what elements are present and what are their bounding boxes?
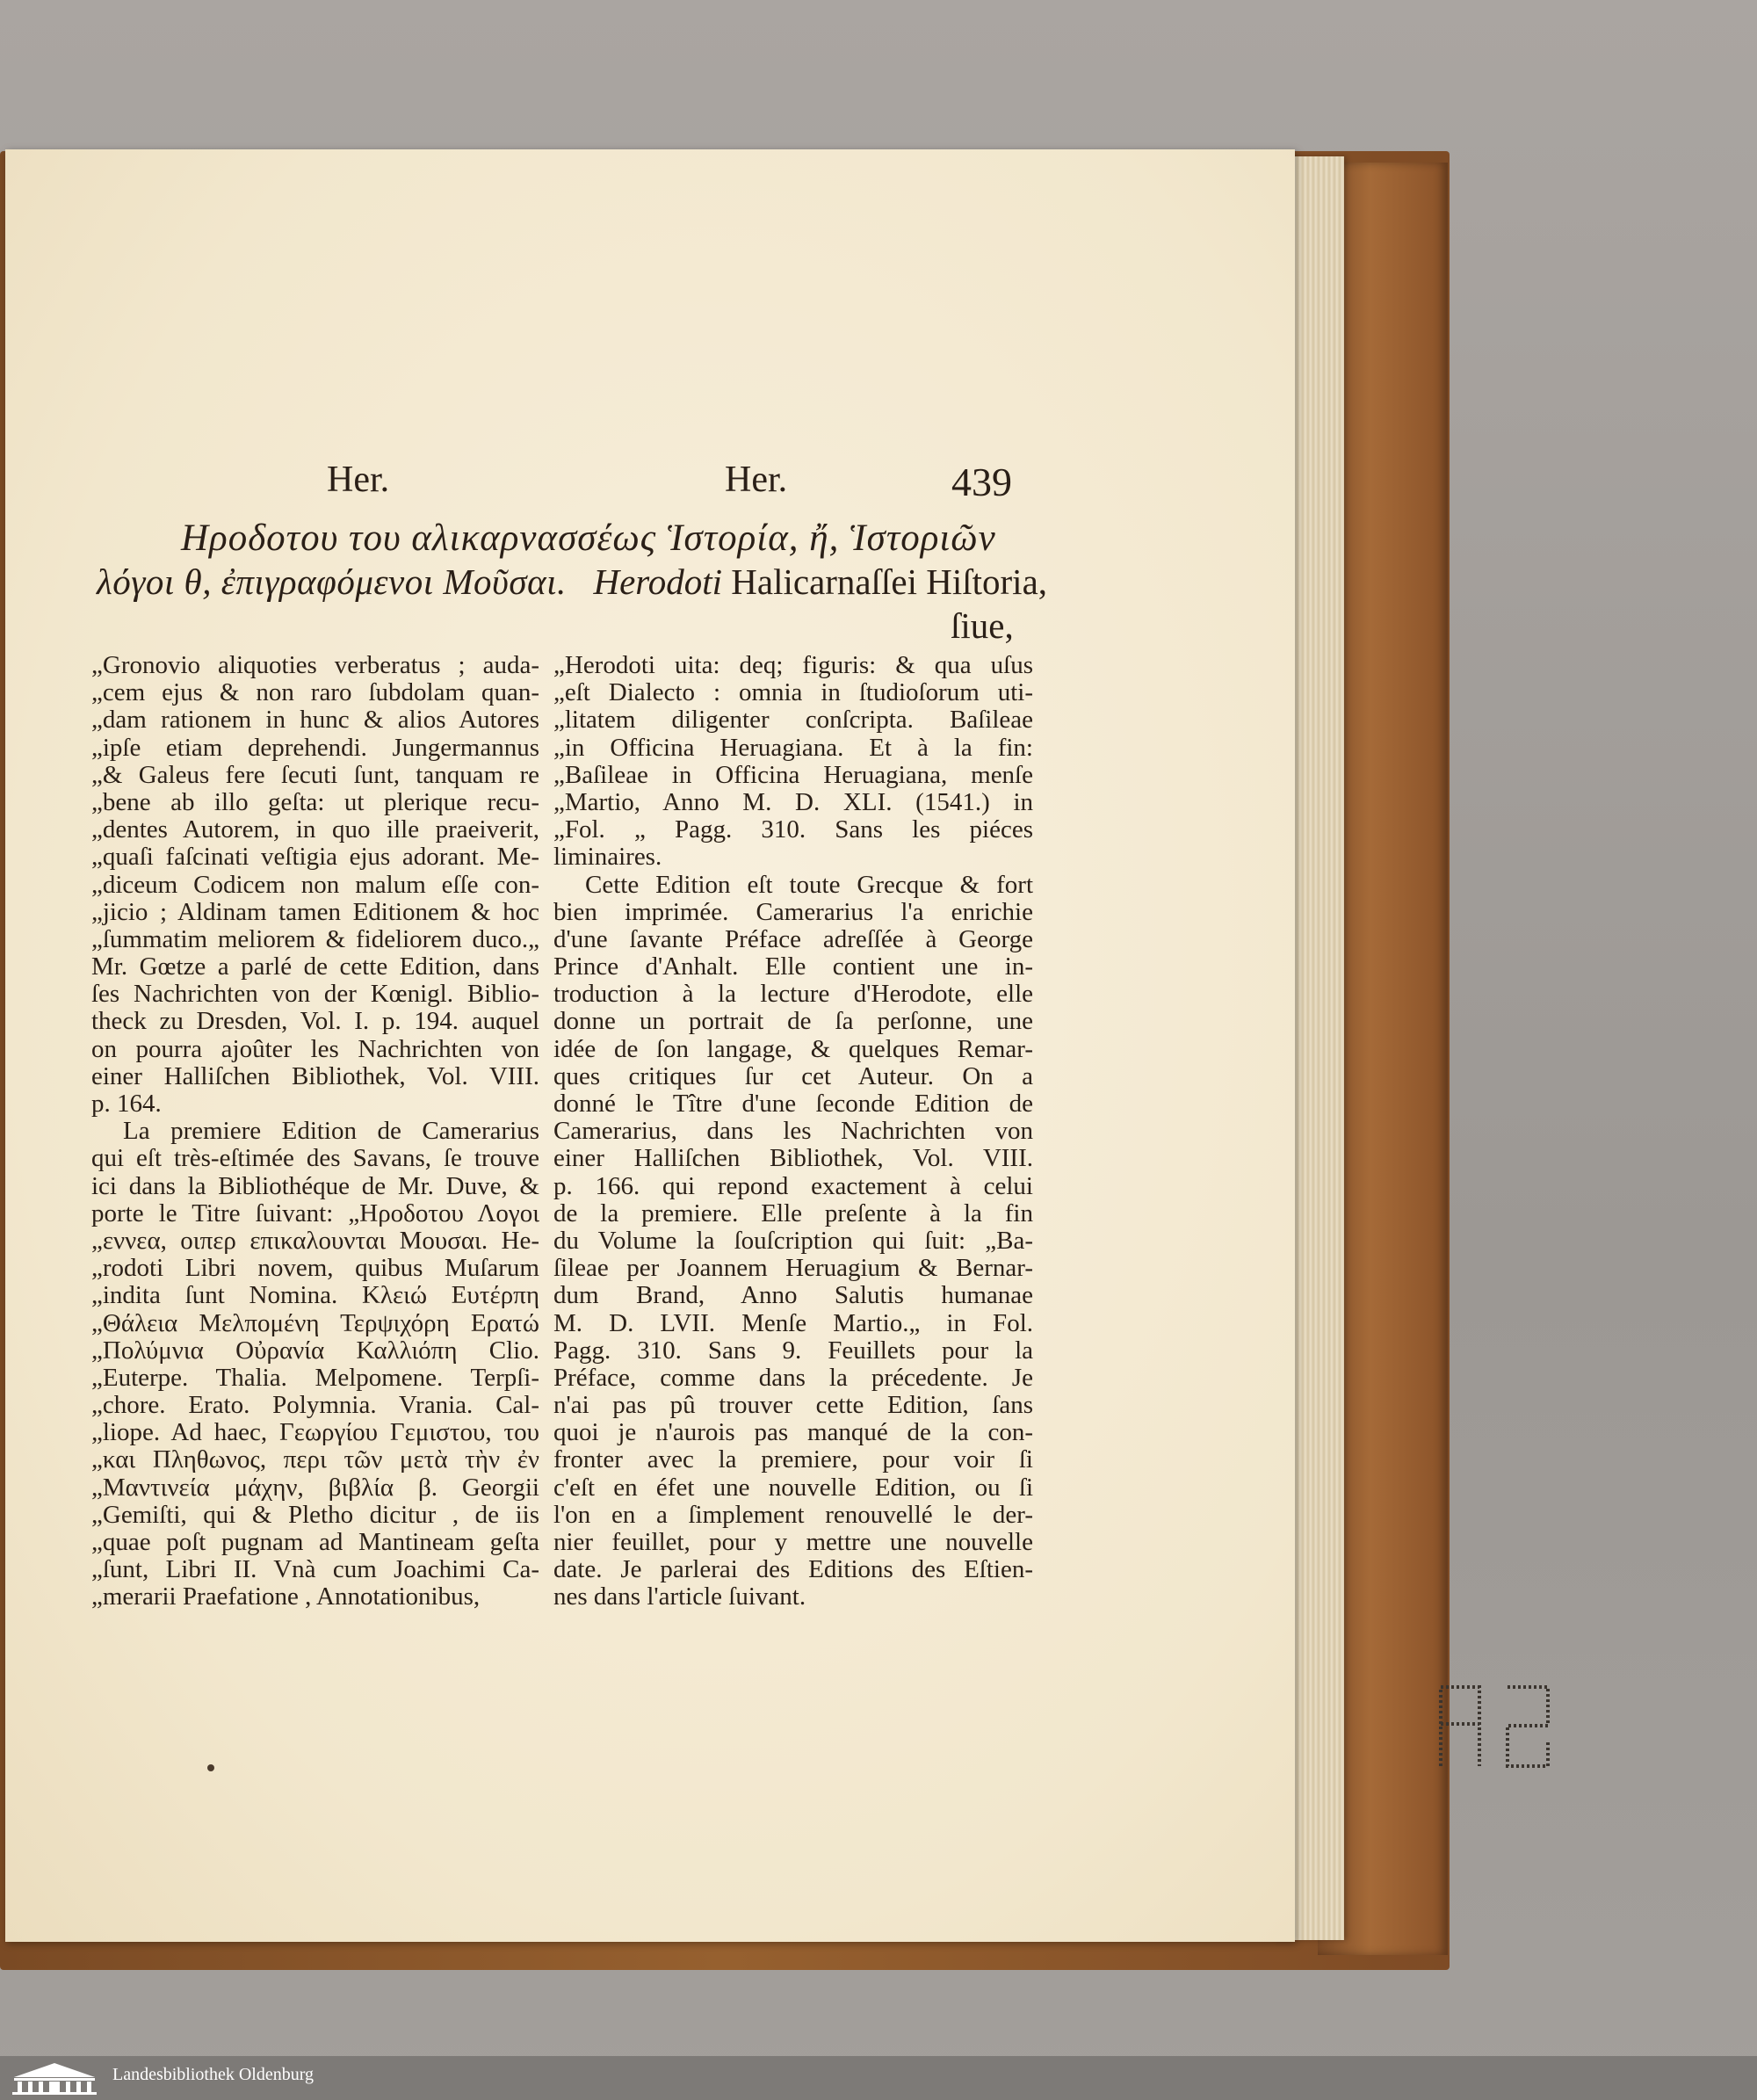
text-line: fronter avec la premiere, pour voir ſi (553, 1446, 1033, 1474)
text-line: ſileae per Joannem Heruagium & Bernar- (553, 1255, 1033, 1283)
text-line: d'une ſavante Préface adreſſée à George (553, 925, 1033, 953)
text-line: „chore. Erato. Polymnia. Vrania. Cal- (91, 1392, 539, 1420)
text-line: ici dans la Bibliothéque de Mr. Duve, & (91, 1172, 539, 1200)
text-line: bien imprimée. Camerarius l'a enrichie (553, 898, 1033, 926)
text-line: einer Halliſchen Bibliothek, Vol. VIII. (91, 1062, 539, 1090)
text-line: „diceum Codicem non malum eſſe con- (91, 871, 539, 899)
text-line: liminaires. (553, 844, 662, 872)
text-line: „Πολύμνια Οὐρανία Καλλιόπη Clio. (91, 1336, 539, 1365)
title-line-2 (97, 561, 1048, 603)
text-line: date. Je parlerai des Editions des Eſtien- (553, 1556, 1033, 1584)
text-line: „cem ejus & non raro ſubdolam quan- (91, 679, 539, 707)
text-line: La premiere Edition de Camerarius (123, 1118, 539, 1146)
text-line: „quaſi faſcinati veſtigia ejus adorant. Me- (91, 844, 539, 872)
text-line: „Euterpe. Thalia. Melpomene. Terpſi- (91, 1364, 539, 1392)
title-latin: Halicarnaſſei Hiſtoria, (731, 561, 1048, 602)
text-line: „Gemiſti, qui & Pletho dicitur , de iis (91, 1501, 539, 1529)
text-line: p. 166. qui repond exactement à celui (553, 1172, 1033, 1200)
text-line: ques critiques ſur cet Auteur. On a (553, 1062, 1033, 1090)
text-line: p. 164. (91, 1090, 162, 1118)
text-line: „Gronovio aliquoties verberatus ; auda- (91, 652, 539, 679)
text-line: qui eſt très-eſtimée des Savans, ſe trouve (91, 1145, 539, 1173)
text-line: „Θάλεια Μελπομένη Τερψιχόρη Ερατώ (91, 1309, 539, 1337)
text-line: Préface, comme dans la précedente. Je (553, 1364, 1033, 1392)
right-column (553, 652, 1033, 1611)
text-line: „dentes Autorem, in quo ille praeiverit, (91, 816, 539, 844)
text-line: nier feuillet, pour y mettre une nouvelle (553, 1529, 1033, 1556)
left-column (91, 652, 539, 1611)
text-line: „Martio, Anno M. D. XLI. (1541.) in (553, 788, 1033, 816)
text-line: „merarii Praefatione , Annotationibus, (91, 1583, 481, 1611)
text-line: „Fol. „ Pagg. 310. Sans les piéces (553, 816, 1033, 844)
text-line: Pagg. 310. Sans 9. Feuillets pour la (553, 1336, 1033, 1365)
title-line-3: ſiue, (951, 605, 1014, 646)
title-latin-italic: Herodoti (593, 561, 723, 602)
text-line: M. D. LVII. Menſe Martio.„ in Fol. (553, 1309, 1033, 1337)
text-line: „bene ab illo geſta: ut plerique recu- (91, 788, 539, 816)
text-line: c'eſt en éfet une nouvelle Edition, ou ſi (553, 1474, 1033, 1502)
text-line: on pourra ajoûter les Nachrichten von (91, 1035, 539, 1063)
text-line: Cette Edition eſt toute Grecque & fort (585, 871, 1033, 899)
text-line: du Volume la ſouſcription qui ſuit: „Ba- (553, 1227, 1033, 1255)
text-line: donné le Tître d'une ſeconde Edition de (553, 1090, 1033, 1118)
text-line: de la premiere. Elle preſente à la fin (553, 1199, 1033, 1227)
text-line: l'on en a ſimplement renouvellé le der- (553, 1501, 1033, 1529)
text-line: „rodoti Libri novem, quibus Muſarum (91, 1255, 539, 1283)
text-line: Mr. Gœtze a parlé de cette Edition, dans (91, 953, 539, 981)
page-number: 439 (951, 460, 1012, 504)
text-line: „εννεα, οιπερ επικαλουνται Μουσαι. He- (91, 1227, 539, 1255)
text-line: „& Galeus fere ſecuti ſunt, tanquam re (91, 761, 539, 789)
text-line: „Baſileae in Officina Heruagiana, menſe (553, 761, 1033, 789)
text-line: „indita ſunt Nomina. Κλειώ Ευτέρπη (91, 1282, 539, 1310)
text-line: einer Halliſchen Bibliothek, Vol. VIII. (553, 1145, 1033, 1173)
ink-speck (207, 1764, 214, 1771)
text-line: „quae poſt pugnam ad Mantineam geſta (91, 1529, 539, 1556)
text-line: idée de ſon langage, & quelques Remar- (553, 1035, 1033, 1063)
text-line: troduction à la lecture d'Herodote, elle (553, 981, 1033, 1009)
text-line: porte le Titre ſuivant: „Ηροδοτου Λογοι (91, 1199, 539, 1227)
text-line: Camerarius, dans les Nachrichten von (553, 1118, 1033, 1146)
text-line: donne un portrait de ſa perſonne, une (553, 1008, 1033, 1036)
text-line: Prince d'Anhalt. Elle contient une in- (553, 953, 1033, 981)
text-line: „Herodoti uita: deq; figuris: & qua uſus (553, 652, 1033, 679)
text-line: „Μαντινεία μάχην, βιβλία β. Georgii (91, 1474, 539, 1502)
book-page (5, 149, 1295, 1942)
text-line: „litatem diligenter conſcripta. Baſileae (553, 706, 1033, 735)
title-greek-line-2: λόγοι θ, ἐπιγραφόμενοι Μοῦσαι. (97, 561, 567, 602)
text-line: „liope. Ad haec, Γεωργίου Γεμιστου, του (91, 1419, 539, 1447)
text-line: ſes Nachrichten von der Kœnigl. Biblio- (91, 981, 539, 1009)
footer-library-name: Landesbibliothek Oldenburg (112, 2065, 315, 2084)
text-line: „και Πληθωνος, περι τῶν μετὰ τὴν ἐν (91, 1446, 539, 1474)
text-line: „ſummatim meliorem & fideliorem duco.„ (91, 925, 539, 953)
text-line: n'ai pas pû trouver cette Edition, ſans (553, 1392, 1033, 1420)
text-line: nes dans l'article ſuivant. (553, 1583, 806, 1611)
text-line: quoi je n'aurois pas manqué de la con- (553, 1419, 1033, 1447)
text-line: „eſt Dialecto : omnia in ſtudioſorum uti- (553, 679, 1033, 707)
text-line: theck zu Dresden, Vol. I. p. 194. auquel (91, 1008, 539, 1036)
text-line: „in Officina Heruagiana. Et à la fin: (553, 734, 1033, 762)
library-stamp (1435, 1678, 1555, 1770)
text-line: „jicio ; Aldinam tamen Editionem & hoc (91, 898, 539, 926)
text-line: dum Brand, Anno Salutis humanae (553, 1282, 1033, 1310)
text-line: „dam rationem in hunc & alios Autores (91, 706, 539, 735)
text-line: „ſunt, Libri II. Vnà cum Joachimi Ca- (91, 1556, 539, 1584)
text-line: „ipſe etiam deprehendi. Jungermannus (91, 734, 539, 762)
running-head-center: Her. (725, 460, 788, 500)
library-logo-icon (11, 2061, 98, 2095)
title-greek-line-1: Ηροδοτου του αλικαρνασσέως Ἱστορία, ἤ, Ἱστοριῶν (181, 518, 996, 559)
running-head-left: Her. (327, 460, 390, 500)
